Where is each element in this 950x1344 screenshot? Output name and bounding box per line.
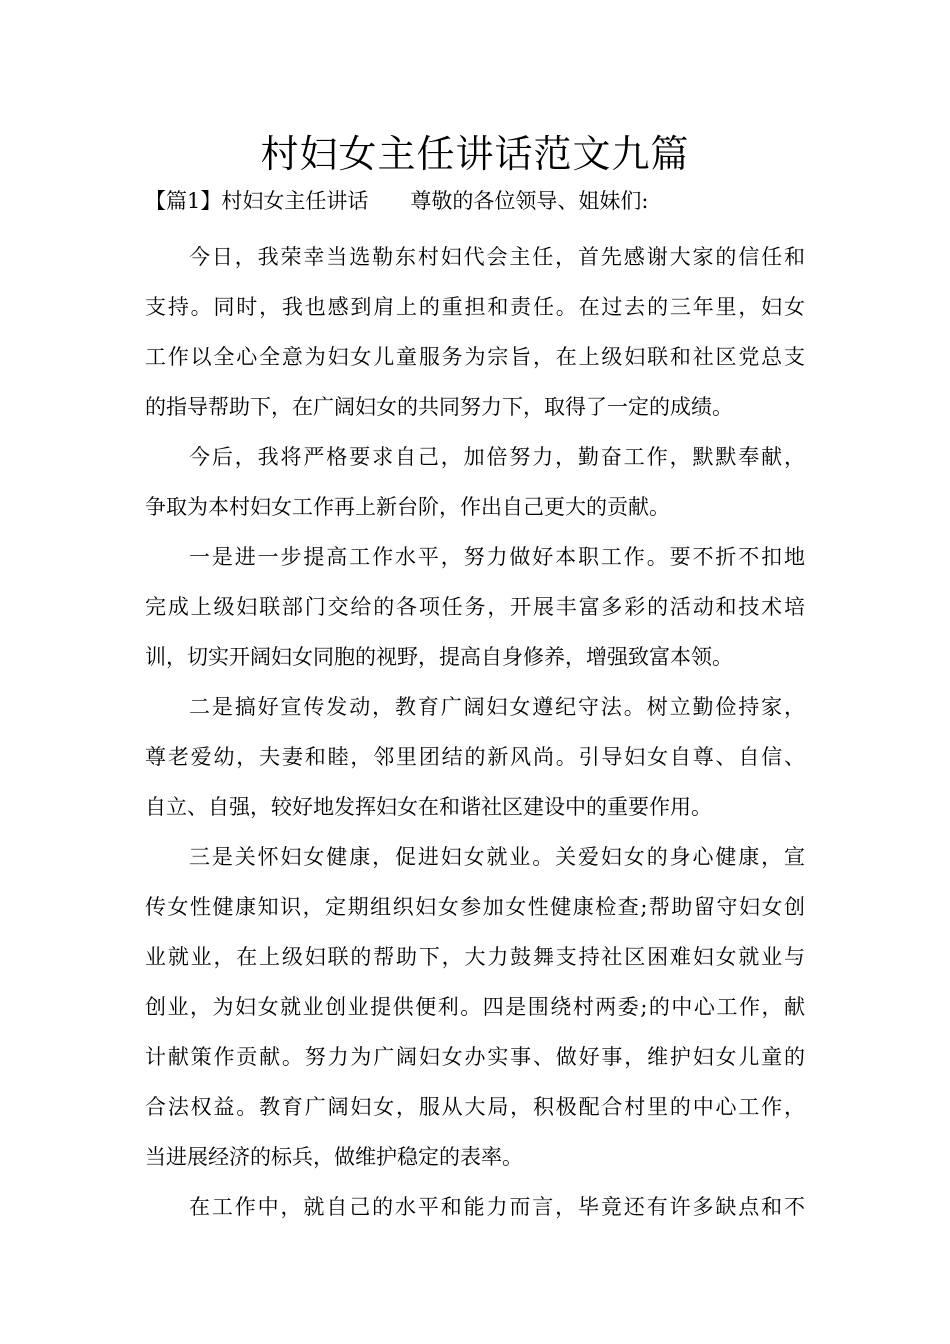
text-line: 在工作中，就自己的水平和能力而言，毕竟还有许多缺点和不 bbox=[189, 1195, 805, 1219]
text-line: 二是搞好宣传发动，教育广阔妇女遵纪守法。树立勤俭持家， bbox=[189, 695, 805, 719]
text-line: 今后，我将严格要求自己，加倍努力，勤奋工作，默默奉献， bbox=[189, 445, 805, 469]
text-line: 的指导帮助下，在广阔妇女的共同努力下，取得了一定的成绩。 bbox=[145, 395, 733, 419]
salutation: 尊敬的各位领导、姐妹们: bbox=[410, 189, 649, 213]
intro-line bbox=[145, 186, 648, 216]
text-line: 一是进一步提高工作水平，努力做好本职工作。要不折不扣地 bbox=[189, 545, 805, 569]
body-text bbox=[145, 232, 805, 1232]
text-line: 支持。同时，我也感到肩上的重担和责任。在过去的三年里，妇女 bbox=[145, 295, 805, 319]
text-line: 三是关怀妇女健康，促进妇女就业。关爱妇女的身心健康，宣 bbox=[189, 845, 805, 869]
text-line: 工作以全心全意为妇女儿童服务为宗旨，在上级妇联和社区党总支 bbox=[145, 345, 805, 369]
text-line: 当进展经济的标兵，做维护稳定的表率。 bbox=[145, 1145, 523, 1169]
text-line: 业就业，在上级妇联的帮助下，大力鼓舞支持社区困难妇女就业与 bbox=[145, 945, 805, 969]
text-line: 传女性健康知识，定期组织妇女参加女性健康检查;帮助留守妇女创 bbox=[145, 895, 805, 919]
document-title: 村妇女主任讲话范文九篇 bbox=[260, 132, 690, 176]
text-line: 计献策作贡献。努力为广阔妇女办实事、做好事，维护妇女儿童的 bbox=[145, 1045, 805, 1069]
text-line: 完成上级妇联部门交给的各项任务，开展丰富多彩的活动和技术培 bbox=[145, 595, 805, 619]
text-line: 今日，我荣幸当选勒东村妇代会主任，首先感谢大家的信任和 bbox=[189, 245, 805, 269]
text-line: 合法权益。教育广阔妇女，服从大局，积极配合村里的中心工作， bbox=[145, 1095, 805, 1119]
text-line: 训，切实开阔妇女同胞的视野，提高自身修养，增强致富本领。 bbox=[145, 645, 733, 669]
text-line: 创业，为妇女就业创业提供便利。四是围绕村两委;的中心工作，献 bbox=[145, 995, 805, 1019]
text-line: 自立、自强，较好地发挥妇女在和谐社区建设中的重要作用。 bbox=[145, 795, 712, 819]
text-line: 争取为本村妇女工作再上新台阶，作出自己更大的贡献。 bbox=[145, 495, 670, 519]
section-label: 【篇1】村妇女主任讲话 bbox=[145, 189, 369, 213]
text-line: 尊老爱幼，夫妻和睦，邻里团结的新风尚。引导妇女自尊、自信、 bbox=[145, 745, 805, 769]
